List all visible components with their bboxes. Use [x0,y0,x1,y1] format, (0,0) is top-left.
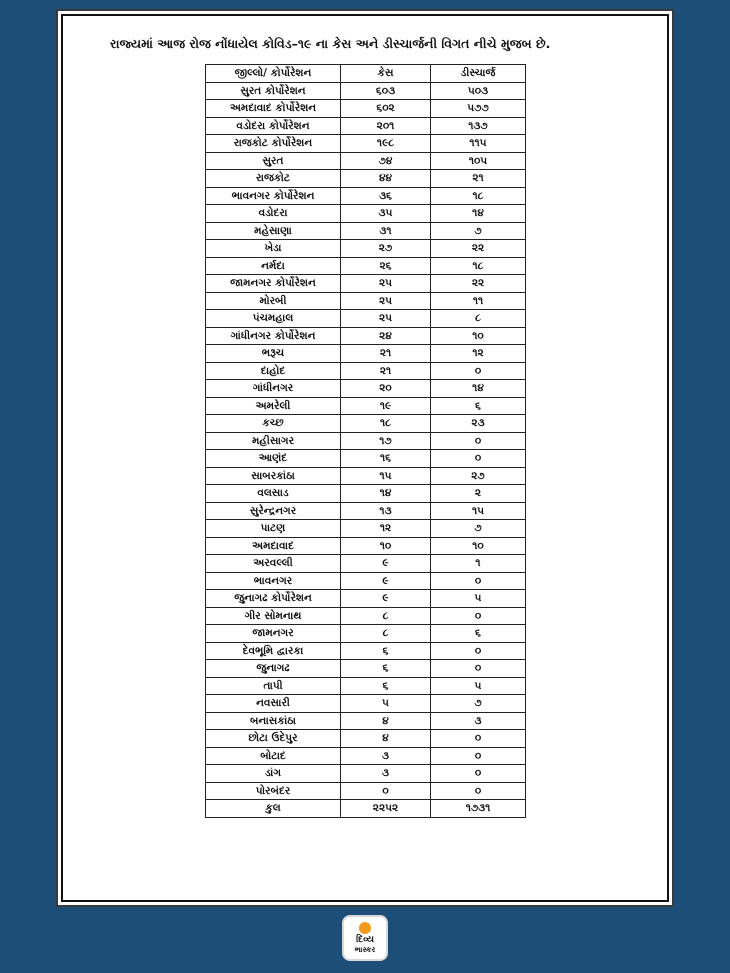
cases-cell: ૩ [341,765,431,783]
covid-cases-table [205,64,526,818]
district-cell: વડોદરા કોર્પોરેશન [206,117,341,135]
table-row [206,187,526,205]
table-row [206,292,526,310]
discharge-cell: ૧૦ [431,327,526,345]
cases-cell: ૪ [341,730,431,748]
district-cell: બોટાદ [206,747,341,765]
cases-cell: ૧૫ [341,467,431,485]
discharge-cell: ૦ [431,572,526,590]
cases-cell: ૬ [341,660,431,678]
discharge-cell: ૭ [431,520,526,538]
discharge-cell: ૨ [431,485,526,503]
cases-cell: ૬૦૩ [341,82,431,100]
table-row [206,345,526,363]
discharge-cell: ૫૦૩ [431,82,526,100]
district-cell: અમરેલી [206,397,341,415]
cases-cell: ૨૫ [341,292,431,310]
discharge-cell: ૧૧ [431,292,526,310]
divya-bhaskar-logo [342,915,388,961]
cases-cell: ૬ [341,642,431,660]
cases-cell: ૨૭ [341,240,431,258]
discharge-cell: ૧૮ [431,257,526,275]
discharge-cell: ૭ [431,222,526,240]
column-header-cases: કેસ [341,65,431,83]
discharge-cell: ૧૪ [431,205,526,223]
district-cell: વલસાડ [206,485,341,503]
table-row [206,625,526,643]
district-cell: પાટણ [206,520,341,538]
district-cell: સુરત [206,152,341,170]
district-cell: જામનગર કોર્પોરેશન [206,275,341,293]
cases-cell: ૩૬ [341,187,431,205]
district-cell: ડાંગ [206,765,341,783]
cases-cell: ૧૪ [341,485,431,503]
discharge-cell: ૧૧૫ [431,135,526,153]
district-cell: મહીસાગર [206,432,341,450]
discharge-cell: ૦ [431,747,526,765]
cases-cell: ૩ [341,747,431,765]
discharge-cell: ૮ [431,310,526,328]
table-header-row [206,65,526,83]
table-row [206,257,526,275]
district-cell: અમદાવાદ [206,537,341,555]
cases-cell: ૫ [341,695,431,713]
district-cell: નર્મદા [206,257,341,275]
discharge-cell: ૬ [431,625,526,643]
discharge-cell: ૦ [431,432,526,450]
table-row [206,607,526,625]
discharge-cell: ૧૮ [431,187,526,205]
cases-cell: ૨૨૫૨ [341,800,431,818]
table-row [206,100,526,118]
cases-cell: ૦ [341,782,431,800]
cases-cell: ૬ [341,677,431,695]
discharge-cell: ૧૫ [431,502,526,520]
logo-text-line1: દિવ્ય [356,935,374,945]
table-row [206,660,526,678]
table-row [206,730,526,748]
discharge-cell: ૧૦ [431,537,526,555]
cases-cell: ૧૮ [341,415,431,433]
discharge-cell: ૨૨ [431,240,526,258]
district-cell: જામનગર [206,625,341,643]
district-cell: દેવભૂમિ દ્વારકા [206,642,341,660]
table-row [206,782,526,800]
district-cell: કુલ [206,800,341,818]
cases-cell: ૧૯૮ [341,135,431,153]
document-sheet [56,9,674,907]
table-row [206,677,526,695]
district-cell: સુરેન્દ્રનગર [206,502,341,520]
table-row [206,170,526,188]
district-cell: ગીર સોમનાથ [206,607,341,625]
table-row [206,432,526,450]
cases-cell: ૩૫ [341,205,431,223]
table-row [206,712,526,730]
discharge-cell: ૧ [431,555,526,573]
table-row [206,485,526,503]
discharge-cell: ૦ [431,730,526,748]
district-cell: ગાંધીનગર [206,380,341,398]
discharge-cell: ૨૧ [431,170,526,188]
table-row [206,205,526,223]
table-row [206,747,526,765]
discharge-cell: ૫ [431,677,526,695]
discharge-cell: ૧૭૩૧ [431,800,526,818]
table-row [206,310,526,328]
district-cell: આણંદ [206,450,341,468]
district-cell: બનાસકાંઠા [206,712,341,730]
discharge-cell: ૧૩૭ [431,117,526,135]
discharge-cell: ૦ [431,450,526,468]
district-cell: રાજકોટ કોર્પોરેશન [206,135,341,153]
discharge-cell: ૦ [431,782,526,800]
district-cell: મહેસાણા [206,222,341,240]
table-row [206,327,526,345]
table-row [206,450,526,468]
district-cell: ગાંધીનગર કોર્પોરેશન [206,327,341,345]
district-cell: રાજકોટ [206,170,341,188]
cases-cell: ૧૩ [341,502,431,520]
discharge-cell: ૨૨ [431,275,526,293]
table-row [206,765,526,783]
discharge-cell: ૫ [431,590,526,608]
discharge-cell: ૦ [431,660,526,678]
cases-cell: ૧૯ [341,397,431,415]
table-row [206,695,526,713]
table-row [206,415,526,433]
discharge-cell: ૬ [431,397,526,415]
discharge-cell: ૦ [431,362,526,380]
discharge-cell: ૧૪ [431,380,526,398]
table-row [206,555,526,573]
district-cell: ભાવનગર કોર્પોરેશન [206,187,341,205]
table-row [206,642,526,660]
table-row [206,117,526,135]
district-cell: ભરૂચ [206,345,341,363]
table-total-row [206,800,526,818]
table-row [206,520,526,538]
discharge-cell: ૫૭૭ [431,100,526,118]
district-cell: છોટા ઉદેપુર [206,730,341,748]
discharge-cell: ૦ [431,607,526,625]
district-cell: અમદાવાદ કોર્પોરેશન [206,100,341,118]
discharge-cell: ૧૨ [431,345,526,363]
table-row [206,275,526,293]
district-cell: ભાવનગર [206,572,341,590]
district-cell: દાહોદ [206,362,341,380]
cases-cell: ૨૦૧ [341,117,431,135]
district-cell: જુનાગઢ કોર્પોરેશન [206,590,341,608]
table-row [206,240,526,258]
cases-cell: ૧૬ [341,450,431,468]
cases-cell: ૯ [341,555,431,573]
discharge-cell: ૨૩ [431,415,526,433]
district-cell: પંચમહાલ [206,310,341,328]
cases-cell: ૪ [341,712,431,730]
discharge-cell: ૩ [431,712,526,730]
discharge-cell: ૭ [431,695,526,713]
table-row [206,572,526,590]
district-cell: અરવલ્લી [206,555,341,573]
column-header-district: જીલ્લો/ કોર્પોરેશન [206,65,341,83]
cases-cell: ૮ [341,625,431,643]
cases-cell: ૪૪ [341,170,431,188]
district-cell: સાબરકાંઠા [206,467,341,485]
table-body [206,82,526,817]
cases-cell: ૧૦ [341,537,431,555]
cases-cell: ૨૬ [341,257,431,275]
discharge-cell: ૧૦૫ [431,152,526,170]
cases-cell: ૩૧ [341,222,431,240]
cases-cell: ૨૦ [341,380,431,398]
cases-cell: ૨૫ [341,275,431,293]
cases-cell: ૯ [341,572,431,590]
table-row [206,82,526,100]
table-row [206,362,526,380]
cases-cell: ૮ [341,607,431,625]
cases-cell: ૨૫ [341,310,431,328]
table-row [206,380,526,398]
district-cell: કચ્છ [206,415,341,433]
district-cell: મોરબી [206,292,341,310]
cases-cell: ૨૧ [341,362,431,380]
district-cell: પોરબંદર [206,782,341,800]
cases-cell: ૯ [341,590,431,608]
table-row [206,590,526,608]
district-cell: તાપી [206,677,341,695]
discharge-cell: ૦ [431,765,526,783]
table-row [206,135,526,153]
table-row [206,397,526,415]
cases-cell: ૭૪ [341,152,431,170]
logo-sun-icon [359,922,371,934]
district-cell: સુરત કોર્પોરેશન [206,82,341,100]
cases-cell: ૧૭ [341,432,431,450]
cases-cell: ૨૧ [341,345,431,363]
district-cell: નવસારી [206,695,341,713]
discharge-cell: ૦ [431,642,526,660]
district-cell: વડોદરા [206,205,341,223]
document-heading: રાજ્યમાં આજ રોજ નોંધાયેલ કોવિડ–૧૯ ના કેસ અને ડીસ્ચાર્જની વિગત નીચે મુજબ છે. [110,36,551,51]
cases-cell: ૬૦૨ [341,100,431,118]
cases-cell: ૧૨ [341,520,431,538]
cases-cell: ૨૪ [341,327,431,345]
logo-text-line2: ભાસ્કર [354,945,376,954]
table-row [206,502,526,520]
column-header-discharge: ડીસ્ચાર્જ [431,65,526,83]
table-row [206,537,526,555]
table-row [206,222,526,240]
district-cell: ખેડા [206,240,341,258]
discharge-cell: ૨૭ [431,467,526,485]
table-row [206,152,526,170]
table-row [206,467,526,485]
district-cell: જુનાગઢ [206,660,341,678]
